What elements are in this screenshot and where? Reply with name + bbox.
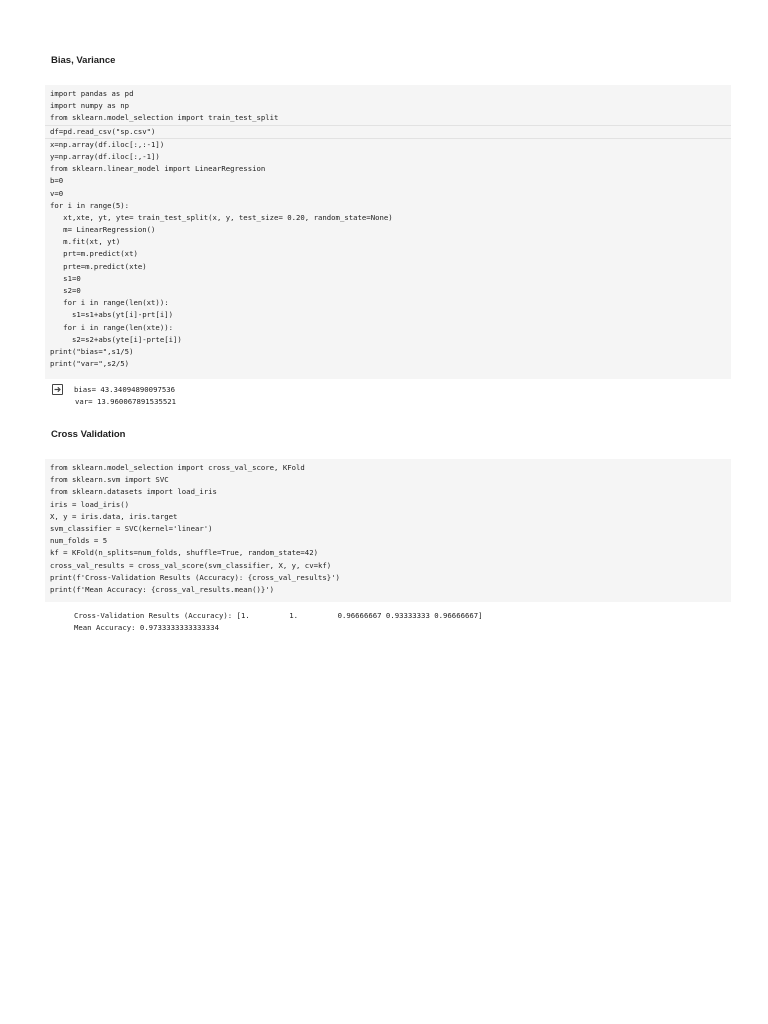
code-line: from sklearn.datasets import load_iris <box>50 487 217 497</box>
code-line: num_folds = 5 <box>50 536 108 546</box>
code-line: s2=s2+abs(yte[i]-prte[i]) <box>50 334 182 344</box>
code-line: print("var=",s2/5) <box>50 359 130 369</box>
code-line: import numpy as np <box>50 101 130 111</box>
code-line: print("bias=",s1/5) <box>50 346 134 356</box>
code-cell-cross-validation[interactable] <box>45 459 731 602</box>
code-line: for i in range(5): <box>50 200 130 210</box>
code-line: from sklearn.model_selection import cross_val_score, KFold <box>50 463 305 472</box>
output-cross-validation <box>74 610 483 634</box>
code-line: m= LinearRegression() <box>50 225 156 235</box>
code-line: x=np.array(df.iloc[:,:-1]) <box>50 139 165 149</box>
output-line: var= 13.960067891535521 <box>75 397 177 407</box>
arrow-right-icon <box>53 385 62 394</box>
output-bias-variance <box>74 384 176 408</box>
code-line: print(f'Cross-Validation Results (Accuracy): {cross_val_results}') <box>50 572 340 582</box>
code-line: print(f'Mean Accuracy: {cross_val_results.mean()}') <box>50 584 275 594</box>
code-line: import pandas as pd <box>50 89 134 98</box>
code-line: xt,xte, yt, yte= train_test_split(x, y, test_size= 0.20, random_state=None) <box>50 212 393 222</box>
code-line: from sklearn.model_selection import train_test_split <box>50 113 279 123</box>
code-line: svm_classifier = SVC(kernel='linear') <box>50 523 213 533</box>
section-title-bias-variance: Bias, Variance <box>51 55 116 66</box>
code-line: X, y = iris.data, iris.target <box>50 511 178 521</box>
code-line: b=0 <box>50 176 64 186</box>
code-line: s2=0 <box>50 286 81 295</box>
code-line: iris = load_iris() <box>50 499 130 509</box>
code-line: from sklearn.svm import SVC <box>50 475 169 485</box>
code-line: prt=m.predict(xt) <box>50 249 138 259</box>
code-line: s1=0 <box>50 273 81 283</box>
output-line: bias= 43.34094890097536 <box>74 385 176 394</box>
section-title-cross-validation: Cross Validation <box>51 429 126 440</box>
code-line: kf = KFold(n_splits=num_folds, shuffle=True, random_state=42) <box>50 548 318 558</box>
output-line: Cross-Validation Results (Accuracy): [1. 1. 0.96666667 0.93333333 0.96666667] <box>74 611 483 620</box>
output-line: Mean Accuracy: 0.9733333333333334 <box>74 623 219 633</box>
code-line: df=pd.read_csv("sp.csv") <box>50 126 156 136</box>
code-line: v=0 <box>50 188 64 198</box>
code-line: prte=m.predict(xte) <box>50 261 147 271</box>
code-line: s1=s1+abs(yt[i]-prt[i]) <box>50 310 174 320</box>
code-line: cross_val_results = cross_val_score(svm_classifier, X, y, cv=kf) <box>50 560 332 570</box>
code-cell-bias-variance[interactable] <box>45 85 731 379</box>
code-line: m.fit(xt, yt) <box>50 237 121 247</box>
output-redirect-icon[interactable] <box>52 384 63 395</box>
code-line: for i in range(len(xt)): <box>50 298 169 308</box>
code-line: from sklearn.linear_model import LinearRegression <box>50 164 266 174</box>
code-line: for i in range(len(xte)): <box>50 322 174 332</box>
code-line: y=np.array(df.iloc[:,-1]) <box>50 151 160 161</box>
